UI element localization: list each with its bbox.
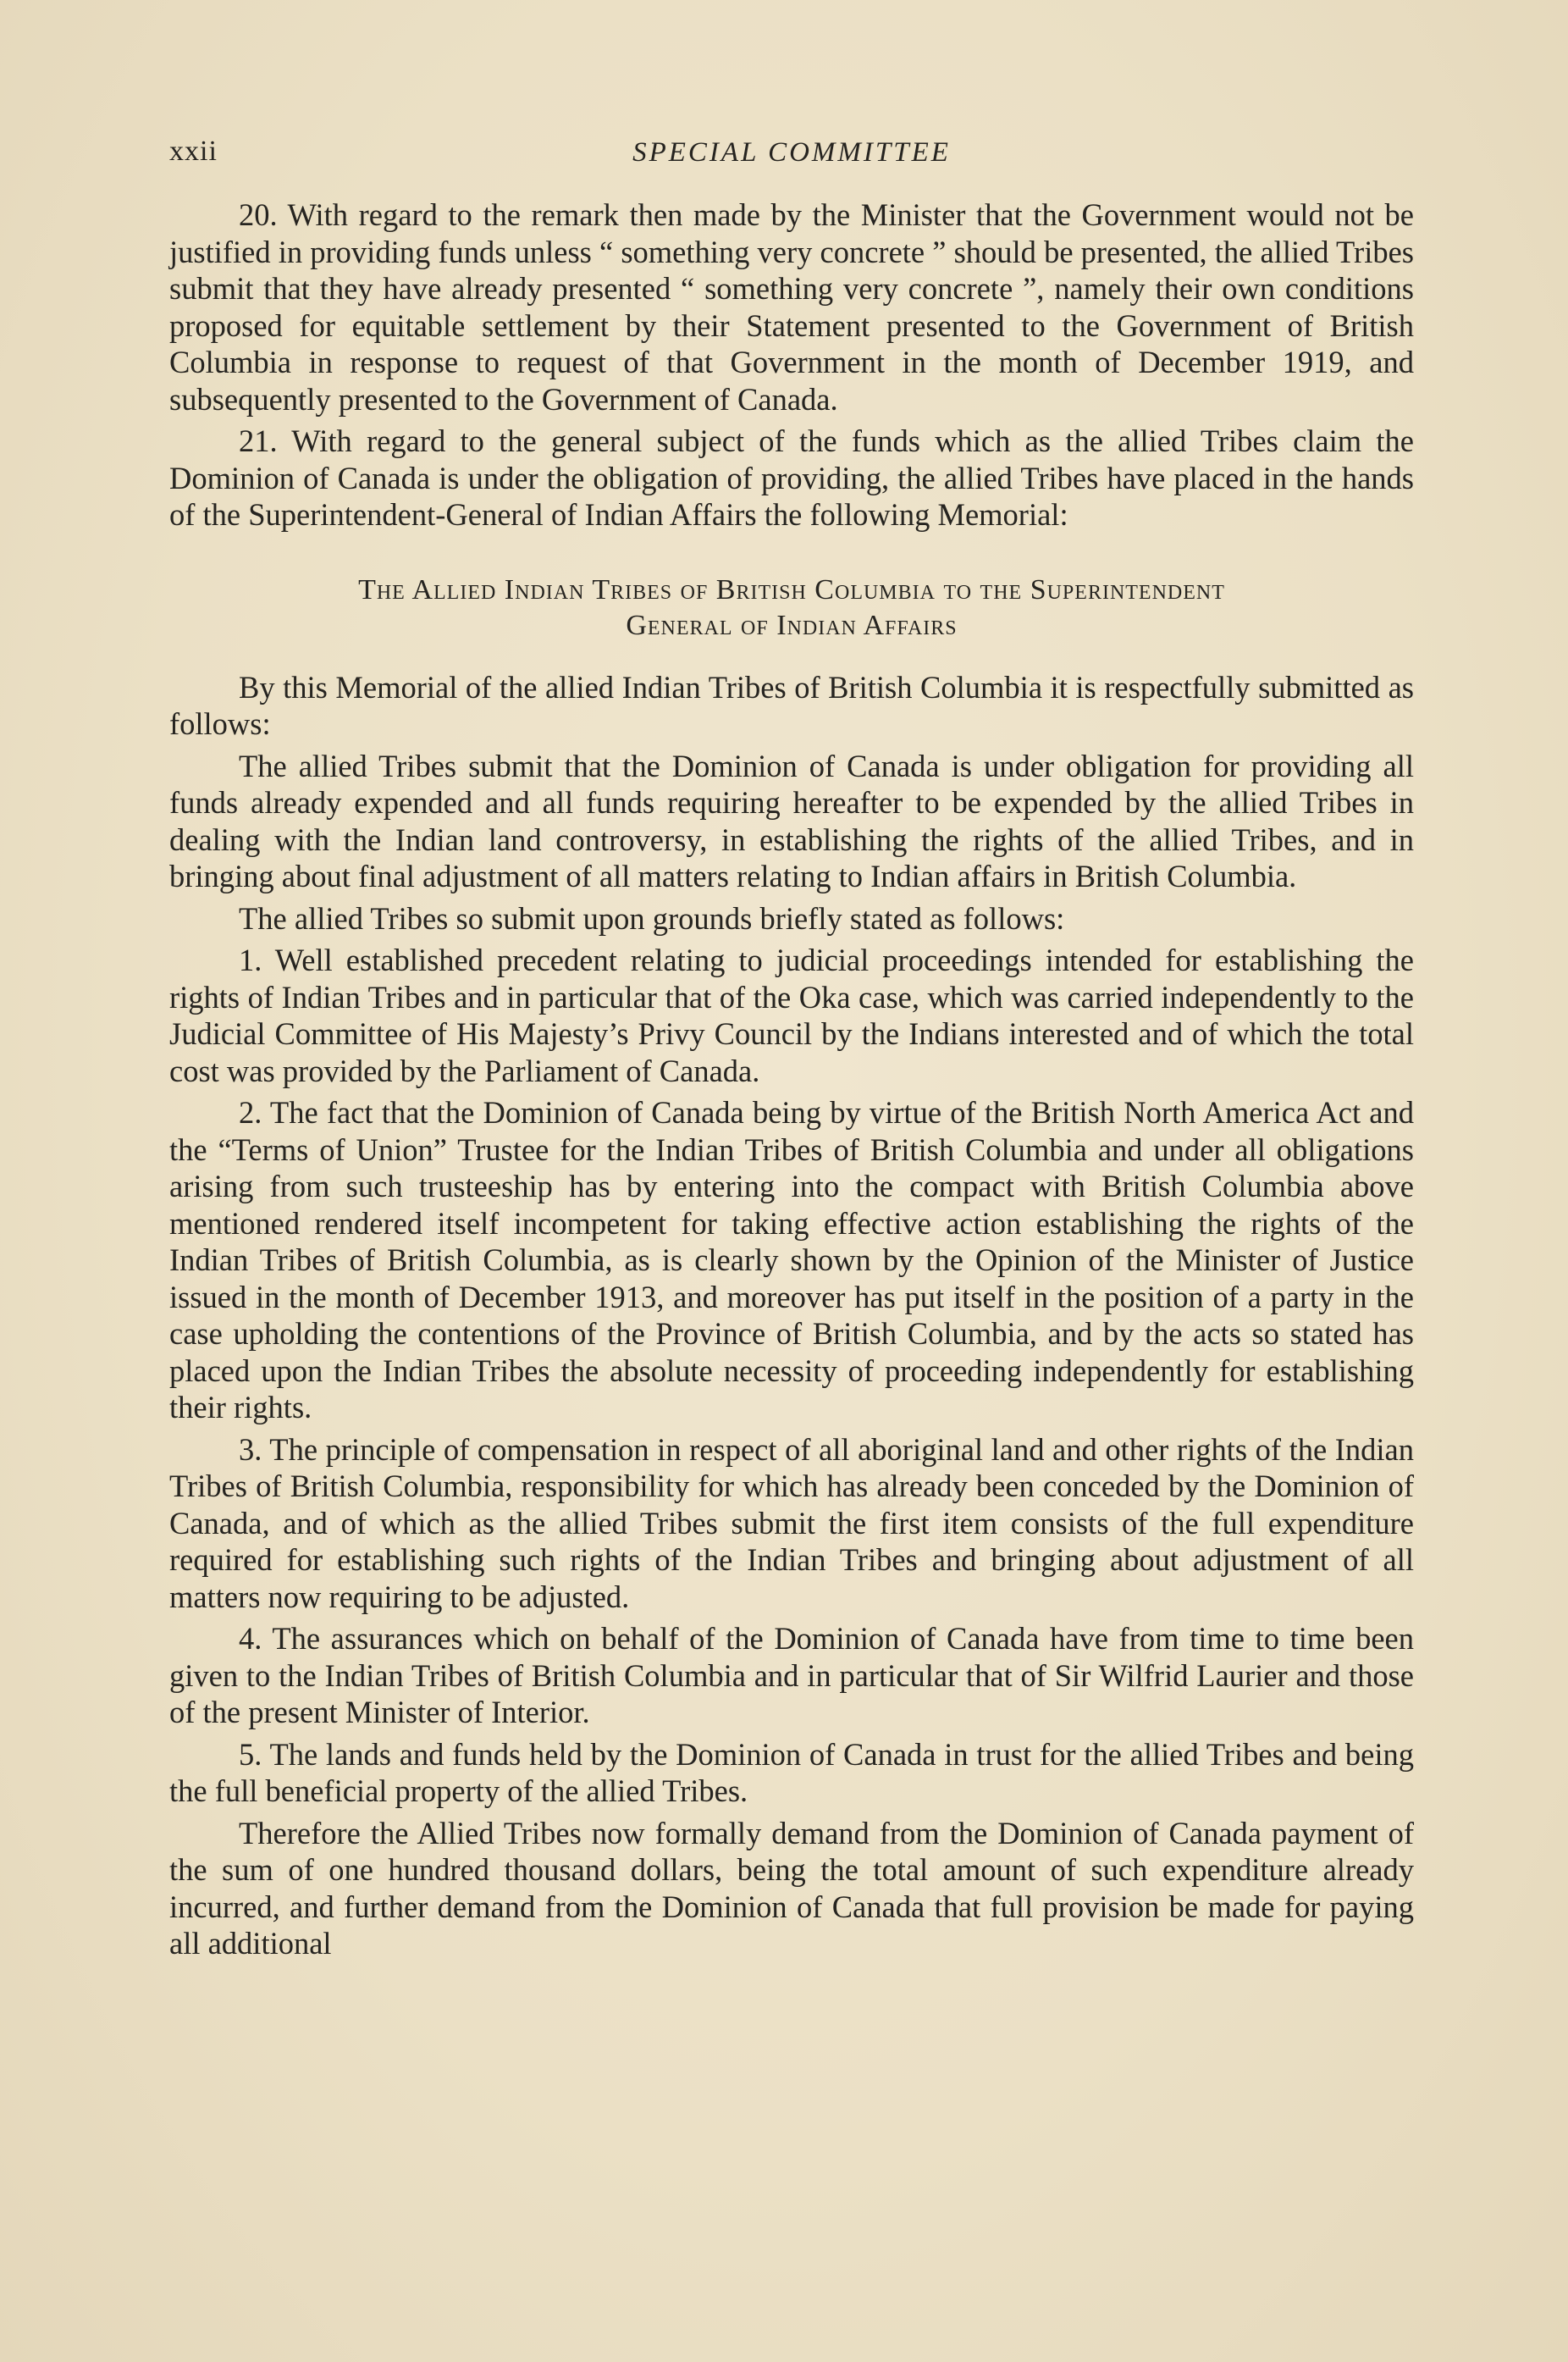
running-head: SPECIAL COMMITTEE bbox=[632, 137, 951, 168]
ground-4: 4. The assurances which on behalf of the Dominion of Canada have from time to time been given to the Indian Tribes of British Columbia and in particular that of Sir Wilfrid Laurier and those of the present Minister of Interior. bbox=[169, 1621, 1414, 1729]
demand-paragraph: Therefore the Allied Tribes now formally demand from the Dominion of Canada payment of the sum of one hundred thousand dollars, being the total amount of such expenditure already incurred, and further demand from the Dominion of Canada that full provision be made for paying all additional bbox=[169, 1815, 1414, 1961]
memorial-submission: The allied Tribes submit that the Dominion of Canada is under obligation for providing all funds already expended and all funds requiring hereafter to be expended by the allied Tribes in dealing with the Indian land controversy, in establishing the rights of the allied Tribes, and in bringing about final adjustment of all matters relating to Indian affairs in British Columbia. bbox=[169, 748, 1414, 893]
memorial-intro: By this Memorial of the allied Indian Tribes of British Columbia it is respectfully submitted as follows: bbox=[169, 669, 1414, 741]
ground-5: 5. The lands and funds held by the Dominion of Canada in trust for the allied Tribes and being the full beneficial property of the allied Tribes. bbox=[169, 1736, 1414, 1808]
ground-1: 1. Well established precedent relating to judicial proceedings intended for establishing the rights of Indian Tribes and in particular that of the Oka case, which was carried independently to the Judicial Committee of His Majesty’s Privy Council by the Indians interested and of which the total cost was provided by the Parliament of Canada. bbox=[169, 943, 1414, 1088]
memorial-grounds-intro: The allied Tribes so submit upon grounds briefly stated as follows: bbox=[239, 900, 1065, 936]
memorial-heading-line-1: The Allied Indian Tribes of British Columbia to the Superintendent bbox=[358, 573, 1225, 606]
page-number: xxii bbox=[169, 136, 218, 167]
page-header bbox=[169, 136, 1414, 173]
ground-3: 3. The principle of compensation in respect of all aboriginal land and other rights of the Indian Tribes of British Columbia, responsibility for which has already been conceded by the Dominion of Canada, and of which as the allied Tribes submit the first item consists of the full expenditure required for establishing such rights of the Indian Tribes and bringing about adjustment of all matters now requiring to be adjusted. bbox=[169, 1431, 1414, 1614]
ground-2: 2. The fact that the Dominion of Canada being by virtue of the British North America Act and the “Terms of Union” Trustee for the Indian Tribes of British Columbia and under all obligations arising from such trusteeship has by entering into the compact with British Columbia above mentioned rendered itself incompetent for taking effective action establishing the rights of the Indian Tribes of British Columbia, as is clearly shown by the Opinion of the Minister of Justice issued in the month of December 1913, and moreover has put itself in the position of a party in the case upholding the contentions of the Province of British Columbia, and by the acts so stated has placed upon the Indian Tribes the absolute necessity of proceeding independently for establishing their rights. bbox=[169, 1095, 1414, 1424]
memorial-heading bbox=[169, 573, 1414, 644]
paragraph-20: 20. With regard to the remark then made by the Minister that the Government would not be justified in providing funds unless “ something very concrete ” should be presented, the allied Tribes submit that they have already presented “ something very concrete ”, namely their own conditions proposed for equitable settlement by their Statement presented to the Government of British Columbia in response to request of that Government in the month of December 1919, and subsequently presented to the Government of Canada. bbox=[169, 197, 1414, 417]
page-body bbox=[169, 196, 1414, 1967]
memorial-heading-line-2: General of Indian Affairs bbox=[626, 609, 958, 641]
paragraph-21: 21. With regard to the general subject of the funds which as the allied Tribes claim the Dominion of Canada is under the obligation of providing, the allied Tribes have placed in the hands of the Superintendent-General of Indian Affairs the following Memorial: bbox=[169, 423, 1414, 532]
